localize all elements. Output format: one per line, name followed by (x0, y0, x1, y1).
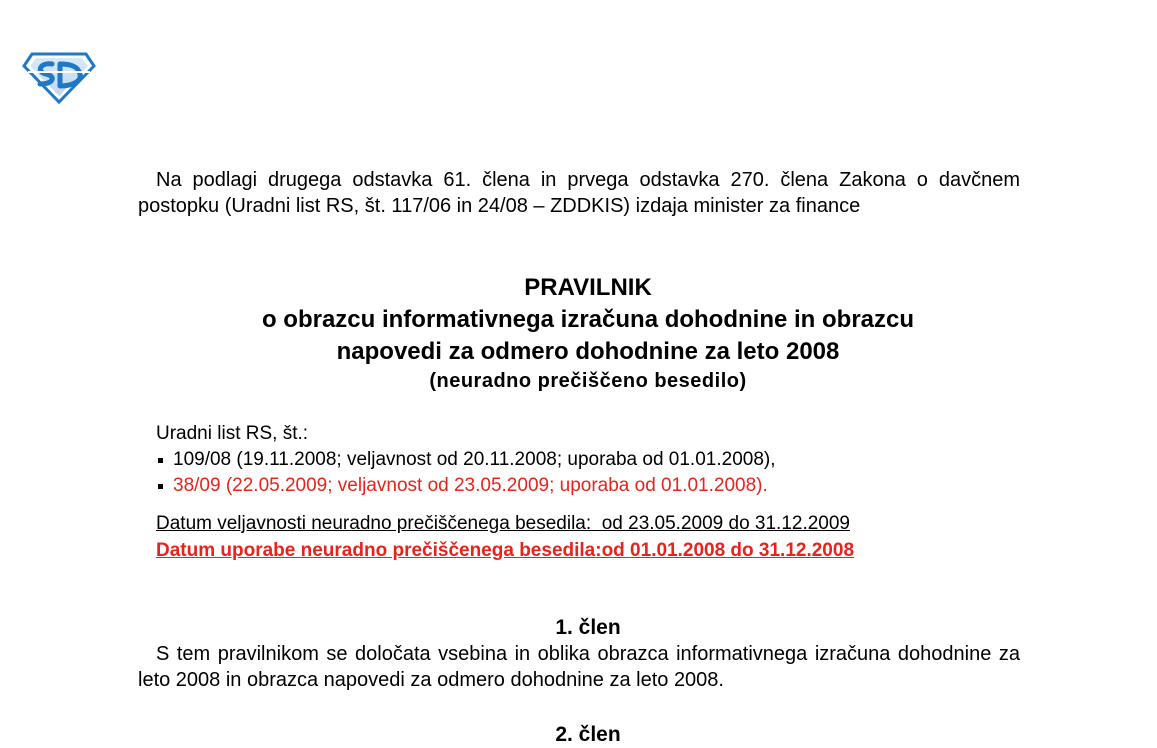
document-title (138, 272, 1038, 394)
title-note: (neuradno prečiščeno besedilo) (429, 370, 747, 392)
validity-dates (156, 510, 854, 564)
article-heading: 2. člen (555, 723, 621, 746)
reference-text: 109/08 (19.11.2008; veljavnost od 20.11.2008; uporaba od 01.01.2008), (173, 449, 776, 470)
intro-paragraph: Na podlagi drugega odstavka 61. člena in prvega odstavka 270. člena Zakona o davčnem postopku (Uradni list RS, št. 117/06 in 24/08 – ZDDKIS) izdaja minister za finance (138, 169, 1020, 217)
title-subtitle: o obrazcu informativnega izračuna dohodnine in obrazcu napovedi za odmero dohodnine za leto 2008 (261, 306, 915, 365)
article-heading: 1. člen (555, 616, 621, 639)
article-text: S tem pravilnikom se določata vsebina in oblika obrazca informativnega izračuna dohodnine za leto 2008 in obrazca napovedi za odmero dohodnine za leto 2008. (138, 643, 1020, 691)
bullet-icon (158, 458, 163, 463)
validity-date: Datum veljavnosti neuradno prečiščenega besedila: od 23.05.2009 do 31.12.2009 (156, 513, 851, 534)
reference-text: 38/09 (22.05.2009; veljavnost od 23.05.2009; uporaba od 01.01.2008). (173, 475, 768, 496)
usage-date: Datum uporabe neuradno prečiščenega besedila:od 01.01.2008 do 31.12.2008 (156, 540, 855, 561)
title-main: PRAVILNIK (524, 274, 652, 301)
reference-item (156, 447, 776, 473)
references-label: Uradni list RS, št.: (156, 423, 309, 444)
reference-item (156, 473, 776, 499)
gazette-references (156, 421, 776, 499)
bullet-icon (158, 484, 163, 489)
sd-logo-icon (22, 52, 96, 104)
